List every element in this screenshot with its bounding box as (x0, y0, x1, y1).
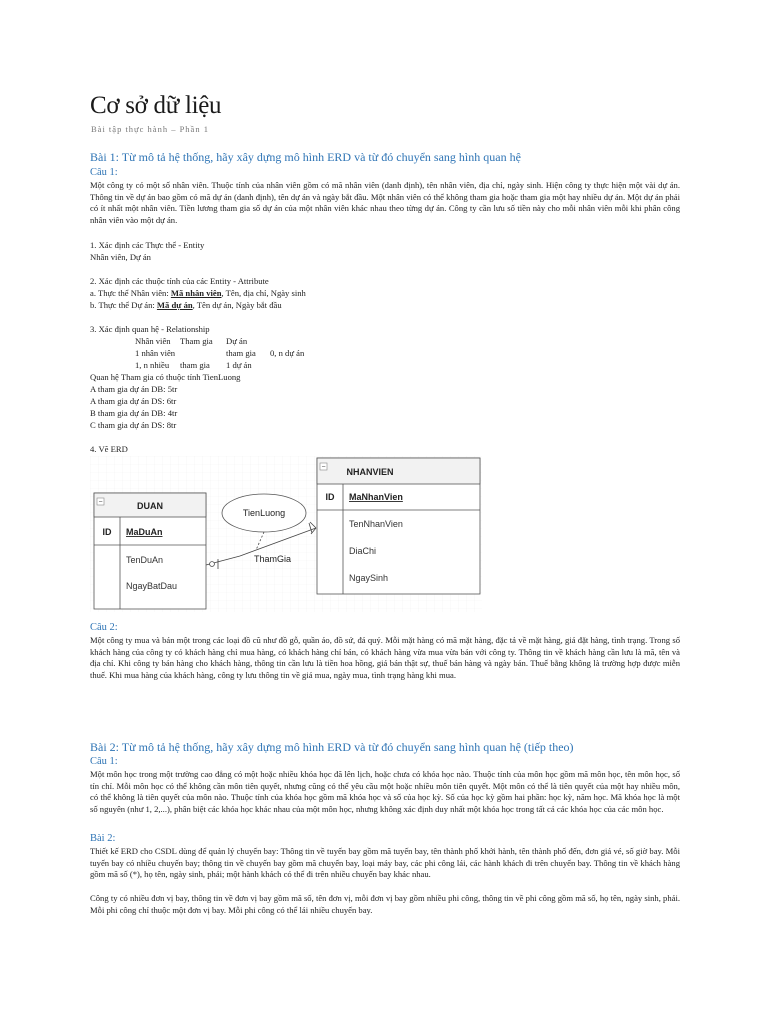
exercise-1-heading: Bài 1: Từ mô tả hệ thống, hãy xây dựng mô hình ERD và từ đó chuyển sang hình quan hệ (90, 150, 521, 164)
entity-nhanvien (317, 458, 480, 594)
duan-collapse-glyph: − (98, 499, 103, 506)
nhanvien-attr-1: TenNhanVien (349, 519, 403, 529)
rel-zero-marker-left (210, 562, 215, 567)
rel-row-3-col-3: 1 dự án (226, 360, 252, 370)
thamgia-label: ThamGia (254, 554, 292, 564)
entity-duan (94, 493, 206, 609)
exercise-2-question-1-text: Một môn học trong một trường cao đẳng có một hoặc nhiều khóa học đã lên lịch, hoặc chưa có khóa học nào. Thuộc tính của môn học gồm mã môn học, tên môn học, số tín chỉ. Mỗi môn học có thể không cần môn tiên quyết, nhưng cũng có thể yêu cầu một hoặc nhiều môn tiên quyết. Một môn có thể là tiên quyết của một hay nhiều môn, có thể không là tiên quyết của môn nào. Thuộc tính của khóa học gồm mã khóa học và số của học kỳ. Số của học kỳ gồm hai phần: học kỳ, năm học. Mã khóa học là một số nguyên (như 1, 2,...), phân biệt các khóa học khác nhau của một môn học, nhưng không xác định duy nhất một khóa học trong tất cả các khóa học của các môn học. (90, 769, 680, 814)
rel-row-3-col-1: 1, n nhiều (135, 360, 170, 370)
question-1-text: Một công ty có một số nhân viên. Thuộc tính của nhân viên gồm có mã nhân viên (danh định), tên nhân viên, địa chỉ, ngày sinh. Hiện công ty thực hiện một vài dự án. Thông tin về dự án bao gồm có mã dự án (danh định), tên dự án và ngày bắt đầu. Một nhân viên có thể không tham gia hoặc tham gia một hay nhiều dự án. Một dự án phải có ít nhất một nhân viên. Tiền lương tham gia số dự án của một nhân viên khác nhau theo từng dự án. Công ty cần lưu số tiền này cho mỗi nhân viên mỗi khi phân công nhân viên vào một dự án. (90, 180, 680, 225)
step-2-b-key: Mã dự án (156, 300, 193, 310)
rel-row-1-col-3: Dự án (226, 336, 248, 346)
example-2: A tham gia dự án DS: 6tr (90, 396, 177, 406)
rel-row-1-col-1: Nhân viên (135, 336, 171, 346)
question-2-label: Câu 2: (90, 622, 118, 633)
step-2-a-rest: , Tên, địa chỉ, Ngày sinh (221, 288, 306, 298)
tienluong-label: TienLuong (242, 508, 286, 518)
exercise-2-question-2-text-a: Thiết kế ERD cho CSDL dùng để quản lý chuyến bay: Thông tin về tuyến bay gồm mã tuyến bay, tên thành phố khởi hành, tên thành phố đến, đơn giá vé, số giờ bay. Mỗi tuyến bay có nhiều chuyến bay; thông tin về chuyến bay gồm mã chuyến bay, loại máy bay, các phi công lái, các hành khách đi trên chuyến bay. Thông tin về khách hàng gồm mã số (*), họ tên, ngày sinh, phái; một hành khách có thể đi trên nhiều chuyến bay khác nhau. (90, 846, 680, 880)
duan-id-label: ID (102, 527, 112, 537)
rel-row-2-col-1: 1 nhân viên (135, 348, 176, 358)
example-1: A tham gia dự án DB: 5tr (90, 384, 178, 394)
step-2-title: 2. Xác định các thuộc tính của các Entity - Attribute (90, 276, 269, 286)
document-title: Cơ sở dữ liệu (90, 92, 222, 119)
document-subtitle: Bài tập thực hành – Phần 1 (91, 124, 209, 134)
duan-name: DUAN (137, 501, 163, 511)
nhanvien-collapse-glyph: − (321, 464, 326, 471)
exercise-2-question-2-text-b: Công ty có nhiều đơn vị bay, thông tin về đơn vị bay gồm mã số, tên đơn vị, mỗi đơn vị bay gồm nhiều phi công, thông tin về phi công gồm mã số, họ tên, ngày sinh, phái. Mỗi phi công chỉ thuộc một đơn vị bay. Mỗi phi công có thể lái nhiều chuyến bay. (90, 893, 680, 915)
rel-row-2-col-2: tham gia (226, 348, 256, 358)
nhanvien-attr-3: NgaySinh (349, 573, 389, 583)
step-2-a (90, 288, 306, 300)
question-1-label: Câu 1: (90, 167, 118, 178)
step-1-value: Nhân viên, Dự án (90, 252, 151, 262)
nhanvien-key: MaNhanVien (349, 492, 403, 502)
example-4: C tham gia dự án DS: 8tr (90, 420, 177, 430)
step-2-b (90, 300, 282, 312)
step-2-b-prefix: b. Thực thể Dự án: (90, 300, 157, 310)
step-4-title: 4. Vẽ ERD (90, 444, 128, 454)
exercise-2-question-1-label: Câu 1: (90, 756, 118, 767)
example-3: B tham gia dự án DB: 4tr (90, 408, 178, 418)
step-1-title: 1. Xác định các Thực thể - Entity (90, 240, 205, 250)
step-3-title: 3. Xác định quan hệ - Relationship (90, 324, 210, 334)
exercise-2-question-2-label: Bài 2: (90, 833, 116, 844)
question-2-text: Một công ty mua và bán một trong các loại đồ cũ như đồ gỗ, quần áo, đồ sứ, đá quý. Mỗi mặt hàng có mã mặt hàng, đặc tả về mặt hàng, giá đặt hàng, tình trạng. Trong số khách hàng của công ty có khách hàng chỉ mua hàng, có khách hàng chỉ bán, có khách hàng vừa mua vừa bán với công ty. Thông tin về khách hàng cần lưu là mã, tên và địa chỉ. Khi công ty bán hàng cho khách hàng, thông tin cần lưu là tiền hoa hồng, giá bán thật sự, thuế bán hàng và ngày bán. Thuế bằng không là trường hợp được miễn thuế. Khi mua hàng của khách hàng, công ty lưu thông tin về giá mua, ngày mua, tình trạng hàng khi mua. (90, 635, 680, 680)
attribute-tienluong (222, 494, 306, 532)
nhanvien-attr-2: DiaChi (349, 546, 377, 556)
rel-row-2-col-3: 0, n dự án (270, 348, 305, 358)
nhanvien-id-label: ID (325, 492, 335, 502)
duan-attr-2: NgayBatDau (126, 581, 178, 591)
exercise-2-heading: Bài 2: Từ mô tả hệ thống, hãy xây dựng mô hình ERD và từ đó chuyển sang hình quan hệ (tiếp theo) (90, 740, 574, 754)
nhanvien-name: NHANVIEN (346, 467, 394, 477)
duan-key: MaDuAn (126, 527, 163, 537)
relationship-note: Quan hệ Tham gia có thuộc tính TienLuong (90, 372, 241, 382)
erd-diagram (90, 456, 482, 612)
rel-row-3-col-2: tham gia (180, 360, 210, 370)
duan-attr-1: TenDuAn (126, 555, 164, 565)
step-2-a-prefix: a. Thực thể Nhân viên: (90, 288, 171, 298)
rel-row-1-col-2: Tham gia (180, 336, 213, 346)
step-2-b-rest: , Tên dự án, Ngày bắt đầu (192, 300, 282, 310)
step-2-a-key: Mã nhân viên (170, 288, 222, 298)
